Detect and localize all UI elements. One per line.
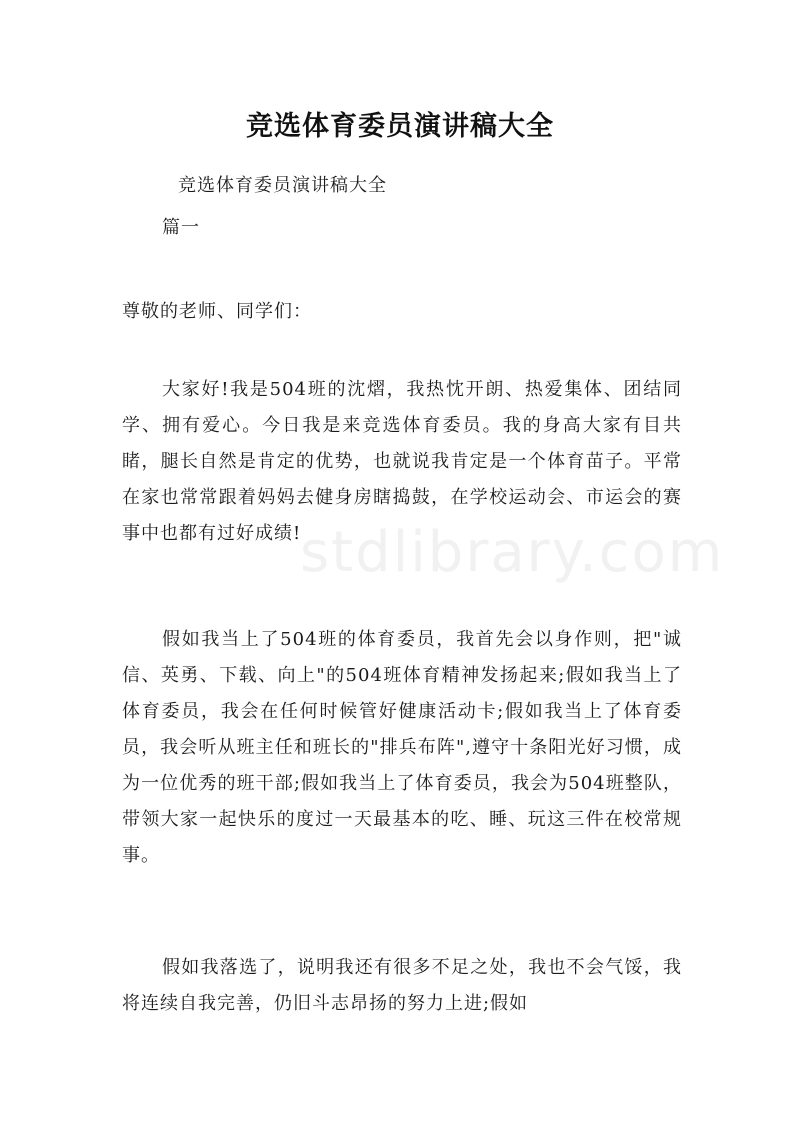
greeting-line: 尊敬的老师、同学们： (122, 301, 312, 322)
page-title: 竞选体育委员演讲稿大全 (246, 111, 554, 142)
section-label: 篇一 (162, 217, 200, 238)
watermark: stdlibrary.com (300, 520, 725, 585)
paragraph-1: 大家好!我是504班的沈熠，我热忱开朗、热爱集体、团结同学、拥有爱心。今日我是来竞选体育委员。我的身高大家有目共睹，腿长自然是肯定的优势，也就说我肯定是一个体育苗子。平常在家也常常跟着妈妈去健身房瞎捣鼓，在学校运动会、市运会的赛事中也都有过好成绩! (122, 379, 682, 544)
document-subtitle: 竞选体育委员演讲稿大全 (178, 175, 387, 196)
paragraph-3: 假如我落选了，说明我还有很多不足之处，我也不会气馁，我将连续自我完善，仍旧斗志昂扬的努力上进;假如 (122, 957, 682, 1014)
paragraph-2: 假如我当上了504班的体育委员，我首先会以身作则，把"诚信、英勇、下载、向上"的504班体育精神发扬起来;假如我当上了体育委员，我会在任何时候管好健康活动卡;假如我当上了体育委员，我会听从班主任和班长的"排兵布阵",遵守十条阳光好习惯，成为一位优秀的班干部;假如我当上了体育委员，我会为504班整队，带领大家一起快乐的度过一天最基本的吃、睡、玩这三件在校常规事。 (122, 629, 682, 866)
